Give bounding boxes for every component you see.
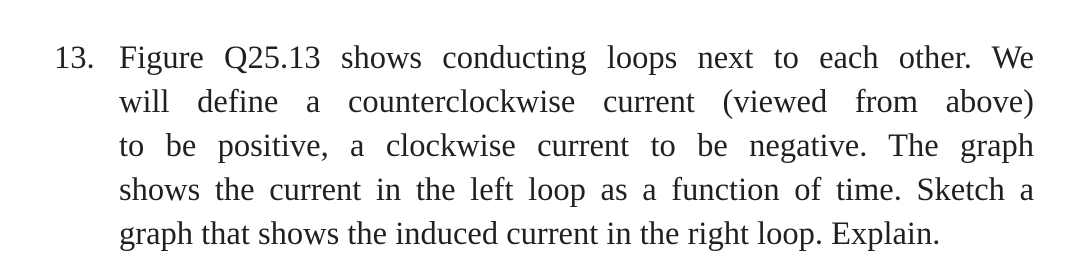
question-line-1: Figure Q25.13 shows conducting loops next to each other. We [119, 40, 1034, 76]
question-line-2: will define a counterclockwise current (viewed from above) [119, 84, 1034, 120]
question-line-3: to be positive, a clockwise current to be negative. The graph [119, 128, 1034, 164]
question-text [119, 36, 1034, 256]
question-block [54, 36, 1034, 256]
question-line-5: graph that shows the induced current in the right loop. Explain. [119, 216, 941, 252]
question-line-4: shows the current in the left loop as a function of time. Sketch a [119, 172, 1034, 208]
question-number: 13. [54, 40, 95, 76]
